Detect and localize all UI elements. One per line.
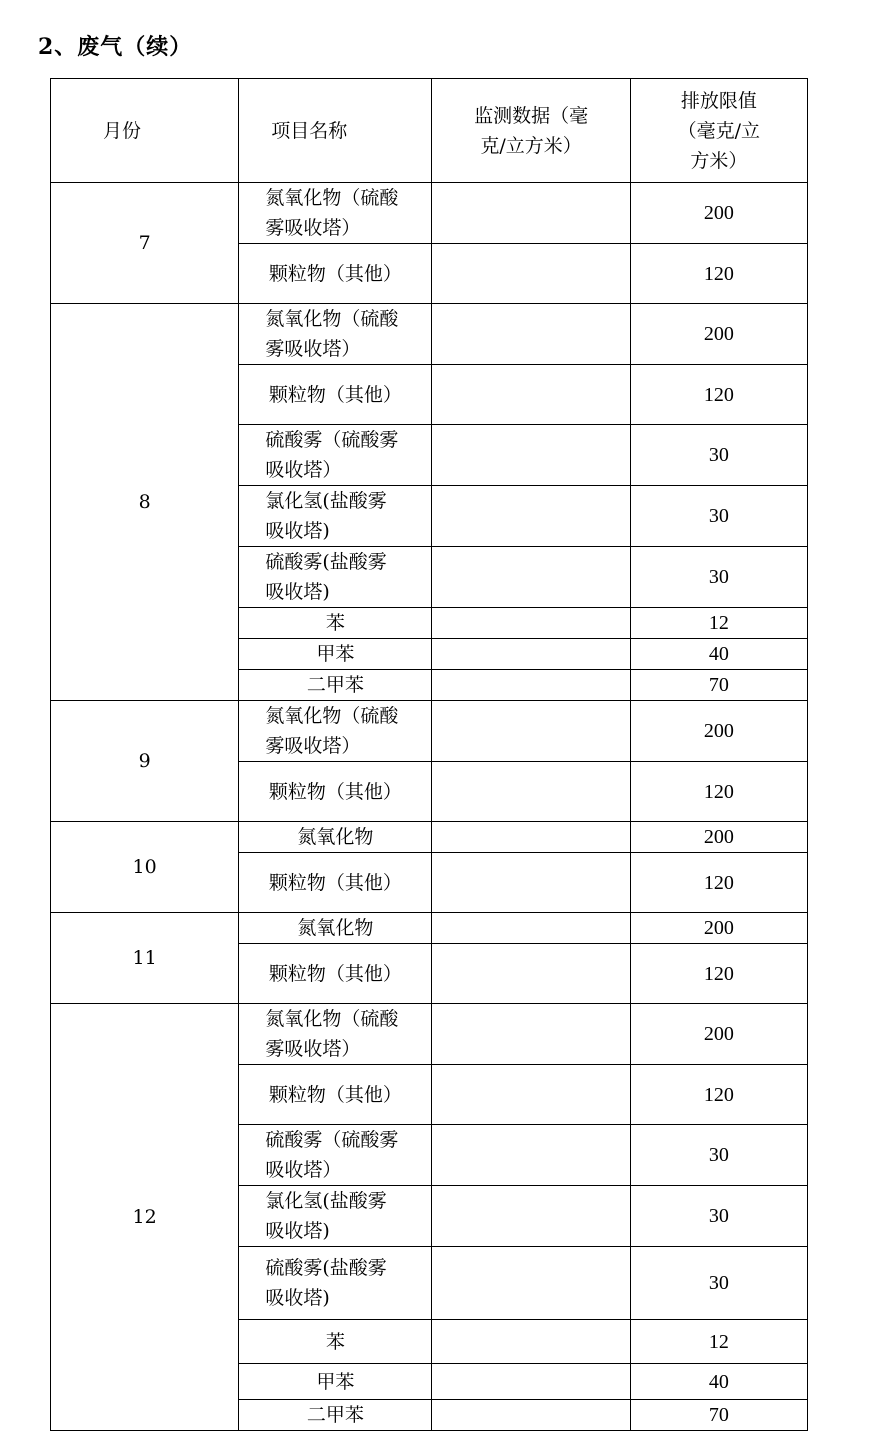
monitoring-data-cell <box>432 425 630 486</box>
item-label: 氮氧化物（硫酸雾吸收塔） <box>265 187 399 239</box>
limit-cell: 120 <box>630 853 807 913</box>
month-cell: 7 <box>51 183 239 304</box>
monitoring-data-cell <box>432 762 630 822</box>
header-item: 项目名称 <box>239 79 432 183</box>
monitoring-data-cell <box>432 670 630 701</box>
limit-cell: 40 <box>630 639 807 670</box>
item-cell <box>239 1004 432 1065</box>
item-label: 硫酸雾（硫酸雾吸收塔） <box>265 429 399 481</box>
limit-cell: 200 <box>630 822 807 853</box>
header-limit: 排放限值（毫克/立方米） <box>630 79 807 183</box>
table-row <box>51 913 808 944</box>
item-cell <box>239 944 432 1004</box>
limit-cell: 40 <box>630 1364 807 1400</box>
item-label: 甲苯 <box>316 1370 355 1393</box>
limit-cell: 30 <box>630 1125 807 1186</box>
item-cell <box>239 1065 432 1125</box>
limit-cell: 120 <box>630 1065 807 1125</box>
item-cell <box>239 304 432 365</box>
monitoring-data-cell <box>432 1364 630 1400</box>
item-cell <box>239 1125 432 1186</box>
item-label: 颗粒物（其他） <box>268 262 402 285</box>
table-row <box>51 304 808 365</box>
monitoring-data-cell <box>432 486 630 547</box>
item-cell <box>239 701 432 762</box>
header-data: 监测数据（毫克/立方米） <box>432 79 630 183</box>
limit-cell: 120 <box>630 762 807 822</box>
item-cell <box>239 670 432 701</box>
monitoring-data-cell <box>432 1065 630 1125</box>
limit-cell: 30 <box>630 1247 807 1320</box>
item-label: 氮氧化物 <box>297 826 374 848</box>
table-row <box>51 1004 808 1065</box>
table-row <box>51 701 808 762</box>
item-label: 颗粒物（其他） <box>268 383 402 406</box>
item-label: 颗粒物（其他） <box>268 1083 402 1106</box>
item-label: 氯化氢(盐酸雾吸收塔) <box>265 490 387 542</box>
item-cell <box>239 365 432 425</box>
monitoring-data-cell <box>432 183 630 244</box>
limit-cell: 70 <box>630 670 807 701</box>
limit-cell: 200 <box>630 701 807 762</box>
item-label: 硫酸雾(盐酸雾吸收塔) <box>265 551 387 603</box>
item-label: 颗粒物（其他） <box>268 962 402 985</box>
limit-cell: 12 <box>630 1320 807 1364</box>
item-cell <box>239 822 432 853</box>
month-cell: 8 <box>51 304 239 701</box>
monitoring-data-cell <box>432 1004 630 1065</box>
item-label: 氮氧化物 <box>297 917 374 939</box>
monitoring-data-cell <box>432 547 630 608</box>
monitoring-data-cell <box>432 304 630 365</box>
monitoring-data-cell <box>432 701 630 762</box>
emissions-table <box>50 78 808 1431</box>
month-cell: 9 <box>51 701 239 822</box>
monitoring-data-cell <box>432 608 630 639</box>
item-label: 苯 <box>325 1330 345 1353</box>
item-label: 氮氧化物（硫酸雾吸收塔） <box>265 705 399 757</box>
limit-cell: 200 <box>630 183 807 244</box>
month-cell: 11 <box>51 913 239 1004</box>
monitoring-data-cell <box>432 913 630 944</box>
item-label: 颗粒物（其他） <box>268 871 402 894</box>
item-label: 二甲苯 <box>306 1404 364 1426</box>
item-cell <box>239 608 432 639</box>
item-label: 颗粒物（其他） <box>268 780 402 803</box>
item-cell <box>239 244 432 304</box>
page-title: 2、废气（续） <box>38 34 193 60</box>
item-cell <box>239 1320 432 1364</box>
limit-cell: 120 <box>630 944 807 1004</box>
item-cell <box>239 547 432 608</box>
header-row <box>51 79 808 183</box>
monitoring-data-cell <box>432 244 630 304</box>
limit-cell: 30 <box>630 547 807 608</box>
item-cell <box>239 639 432 670</box>
item-label: 甲苯 <box>316 643 355 665</box>
limit-cell: 30 <box>630 1186 807 1247</box>
limit-cell: 200 <box>630 304 807 365</box>
header-month: 月份 <box>51 79 239 183</box>
item-label: 苯 <box>325 612 345 634</box>
monitoring-data-cell <box>432 822 630 853</box>
monitoring-data-cell <box>432 1320 630 1364</box>
item-cell <box>239 1186 432 1247</box>
monitoring-data-cell <box>432 639 630 670</box>
limit-cell: 30 <box>630 486 807 547</box>
month-cell: 10 <box>51 822 239 913</box>
table-row <box>51 822 808 853</box>
limit-cell: 12 <box>630 608 807 639</box>
item-label: 氮氧化物（硫酸雾吸收塔） <box>265 308 399 360</box>
item-cell <box>239 1400 432 1431</box>
item-cell <box>239 1247 432 1320</box>
item-label: 硫酸雾（硫酸雾吸收塔） <box>265 1129 399 1181</box>
monitoring-data-cell <box>432 1247 630 1320</box>
limit-cell: 120 <box>630 244 807 304</box>
limit-cell: 120 <box>630 365 807 425</box>
item-label: 氮氧化物（硫酸雾吸收塔） <box>265 1008 399 1060</box>
monitoring-data-cell <box>432 853 630 913</box>
monitoring-data-cell <box>432 1125 630 1186</box>
limit-cell: 200 <box>630 1004 807 1065</box>
item-cell <box>239 1364 432 1400</box>
monitoring-data-cell <box>432 1186 630 1247</box>
item-cell <box>239 762 432 822</box>
item-cell <box>239 183 432 244</box>
month-cell: 12 <box>51 1004 239 1431</box>
limit-cell: 200 <box>630 913 807 944</box>
table-row <box>51 183 808 244</box>
item-cell <box>239 913 432 944</box>
monitoring-data-cell <box>432 944 630 1004</box>
item-label: 硫酸雾(盐酸雾吸收塔) <box>265 1257 387 1309</box>
item-label: 氯化氢(盐酸雾吸收塔) <box>265 1190 387 1242</box>
table-body <box>51 183 808 1431</box>
item-label: 二甲苯 <box>306 674 364 696</box>
item-cell <box>239 486 432 547</box>
item-cell <box>239 425 432 486</box>
monitoring-data-cell <box>432 365 630 425</box>
limit-cell: 70 <box>630 1400 807 1431</box>
item-cell <box>239 853 432 913</box>
limit-cell: 30 <box>630 425 807 486</box>
monitoring-data-cell <box>432 1400 630 1431</box>
